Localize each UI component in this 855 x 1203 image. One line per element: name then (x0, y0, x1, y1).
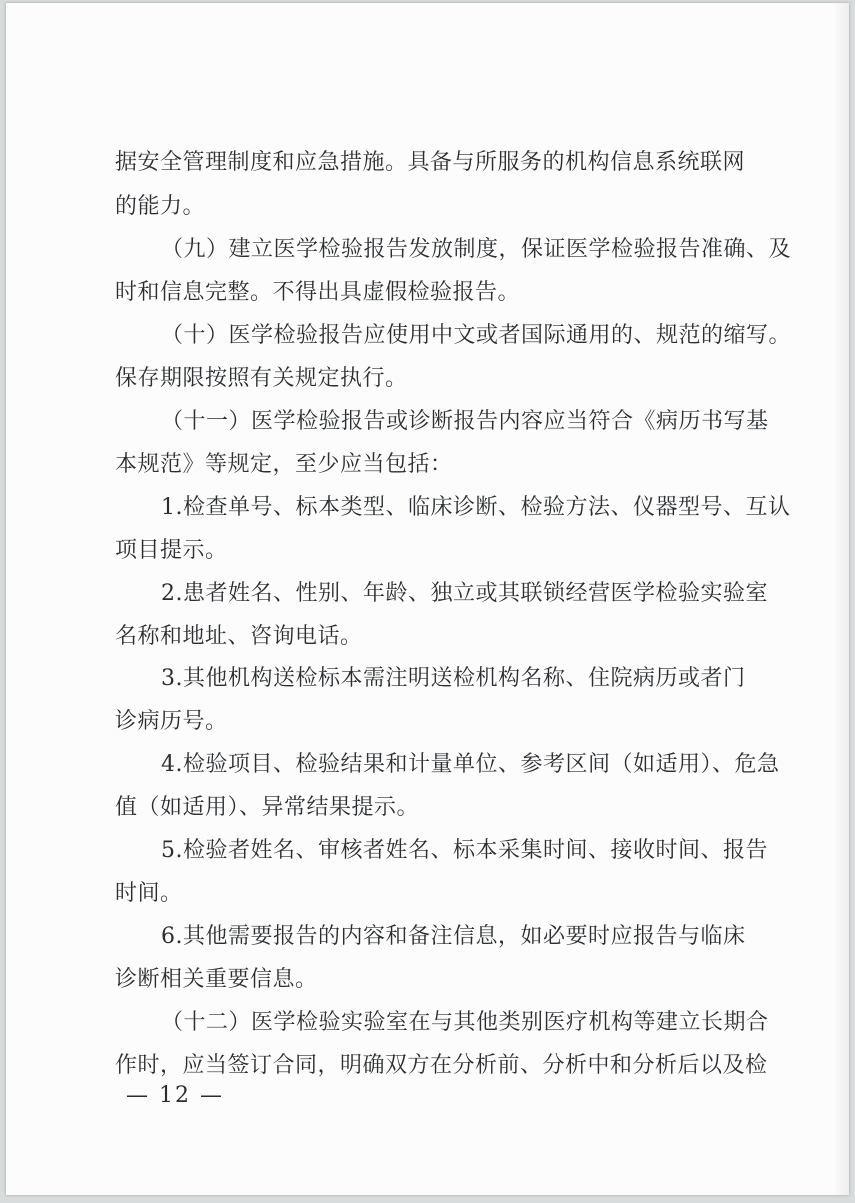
text-line: （九）建立医学检验报告发放制度，保证医学检验报告准确、及 (161, 237, 792, 262)
text-line: 项目提示。 (115, 538, 228, 563)
text-line: （十一）医学检验报告或诊断报告内容应当符合《病历书写基 (161, 409, 769, 434)
text-line: 6.其他需要报告的内容和备注信息，如必要时应报告与临床 (161, 924, 746, 949)
text-line: 1.检查单号、标本类型、临床诊断、检验方法、仪器型号、互认 (161, 495, 791, 520)
page-edge-shadow (833, 3, 849, 1195)
text-line: 据安全管理制度和应急措施。具备与所服务的机构信息系统联网 (115, 150, 746, 175)
text-line: 保存期限按照有关规定执行。 (115, 366, 408, 391)
text-line: 2.患者姓名、性别、年龄、独立或其联锁经营医学检验实验室 (161, 581, 768, 606)
text-line: 本规范》等规定，至少应当包括： (115, 452, 453, 477)
page-number: — 12 — (126, 1083, 224, 1108)
text-line: 诊断相关重要信息。 (115, 967, 318, 992)
text-line: 作时，应当签订合同，明确双方在分析前、分析中和分析后以及检 (115, 1053, 768, 1078)
text-line: （十）医学检验报告应使用中文或者国际通用的、规范的缩写。 (161, 323, 792, 348)
text-line: 值（如适用）、异常结果提示。 (115, 795, 420, 820)
document-page (6, 3, 849, 1195)
text-line: 5.检验者姓名、审核者姓名、标本采集时间、接收时间、报告 (161, 838, 768, 863)
text-line: 的能力。 (115, 194, 206, 219)
text-line: （十二）医学检验实验室在与其他类别医疗机构等建立长期合 (161, 1010, 769, 1035)
text-line: 诊病历号。 (115, 709, 228, 734)
text-line: 4.检验项目、检验结果和计量单位、参考区间（如适用）、危急 (161, 752, 780, 777)
text-line: 时间。 (115, 881, 183, 906)
text-line: 3.其他机构送检标本需注明送检机构名称、住院病历或者门 (161, 666, 746, 691)
text-line: 名称和地址、咨询电话。 (115, 624, 363, 649)
text-line: 时和信息完整。不得出具虚假检验报告。 (115, 280, 521, 305)
